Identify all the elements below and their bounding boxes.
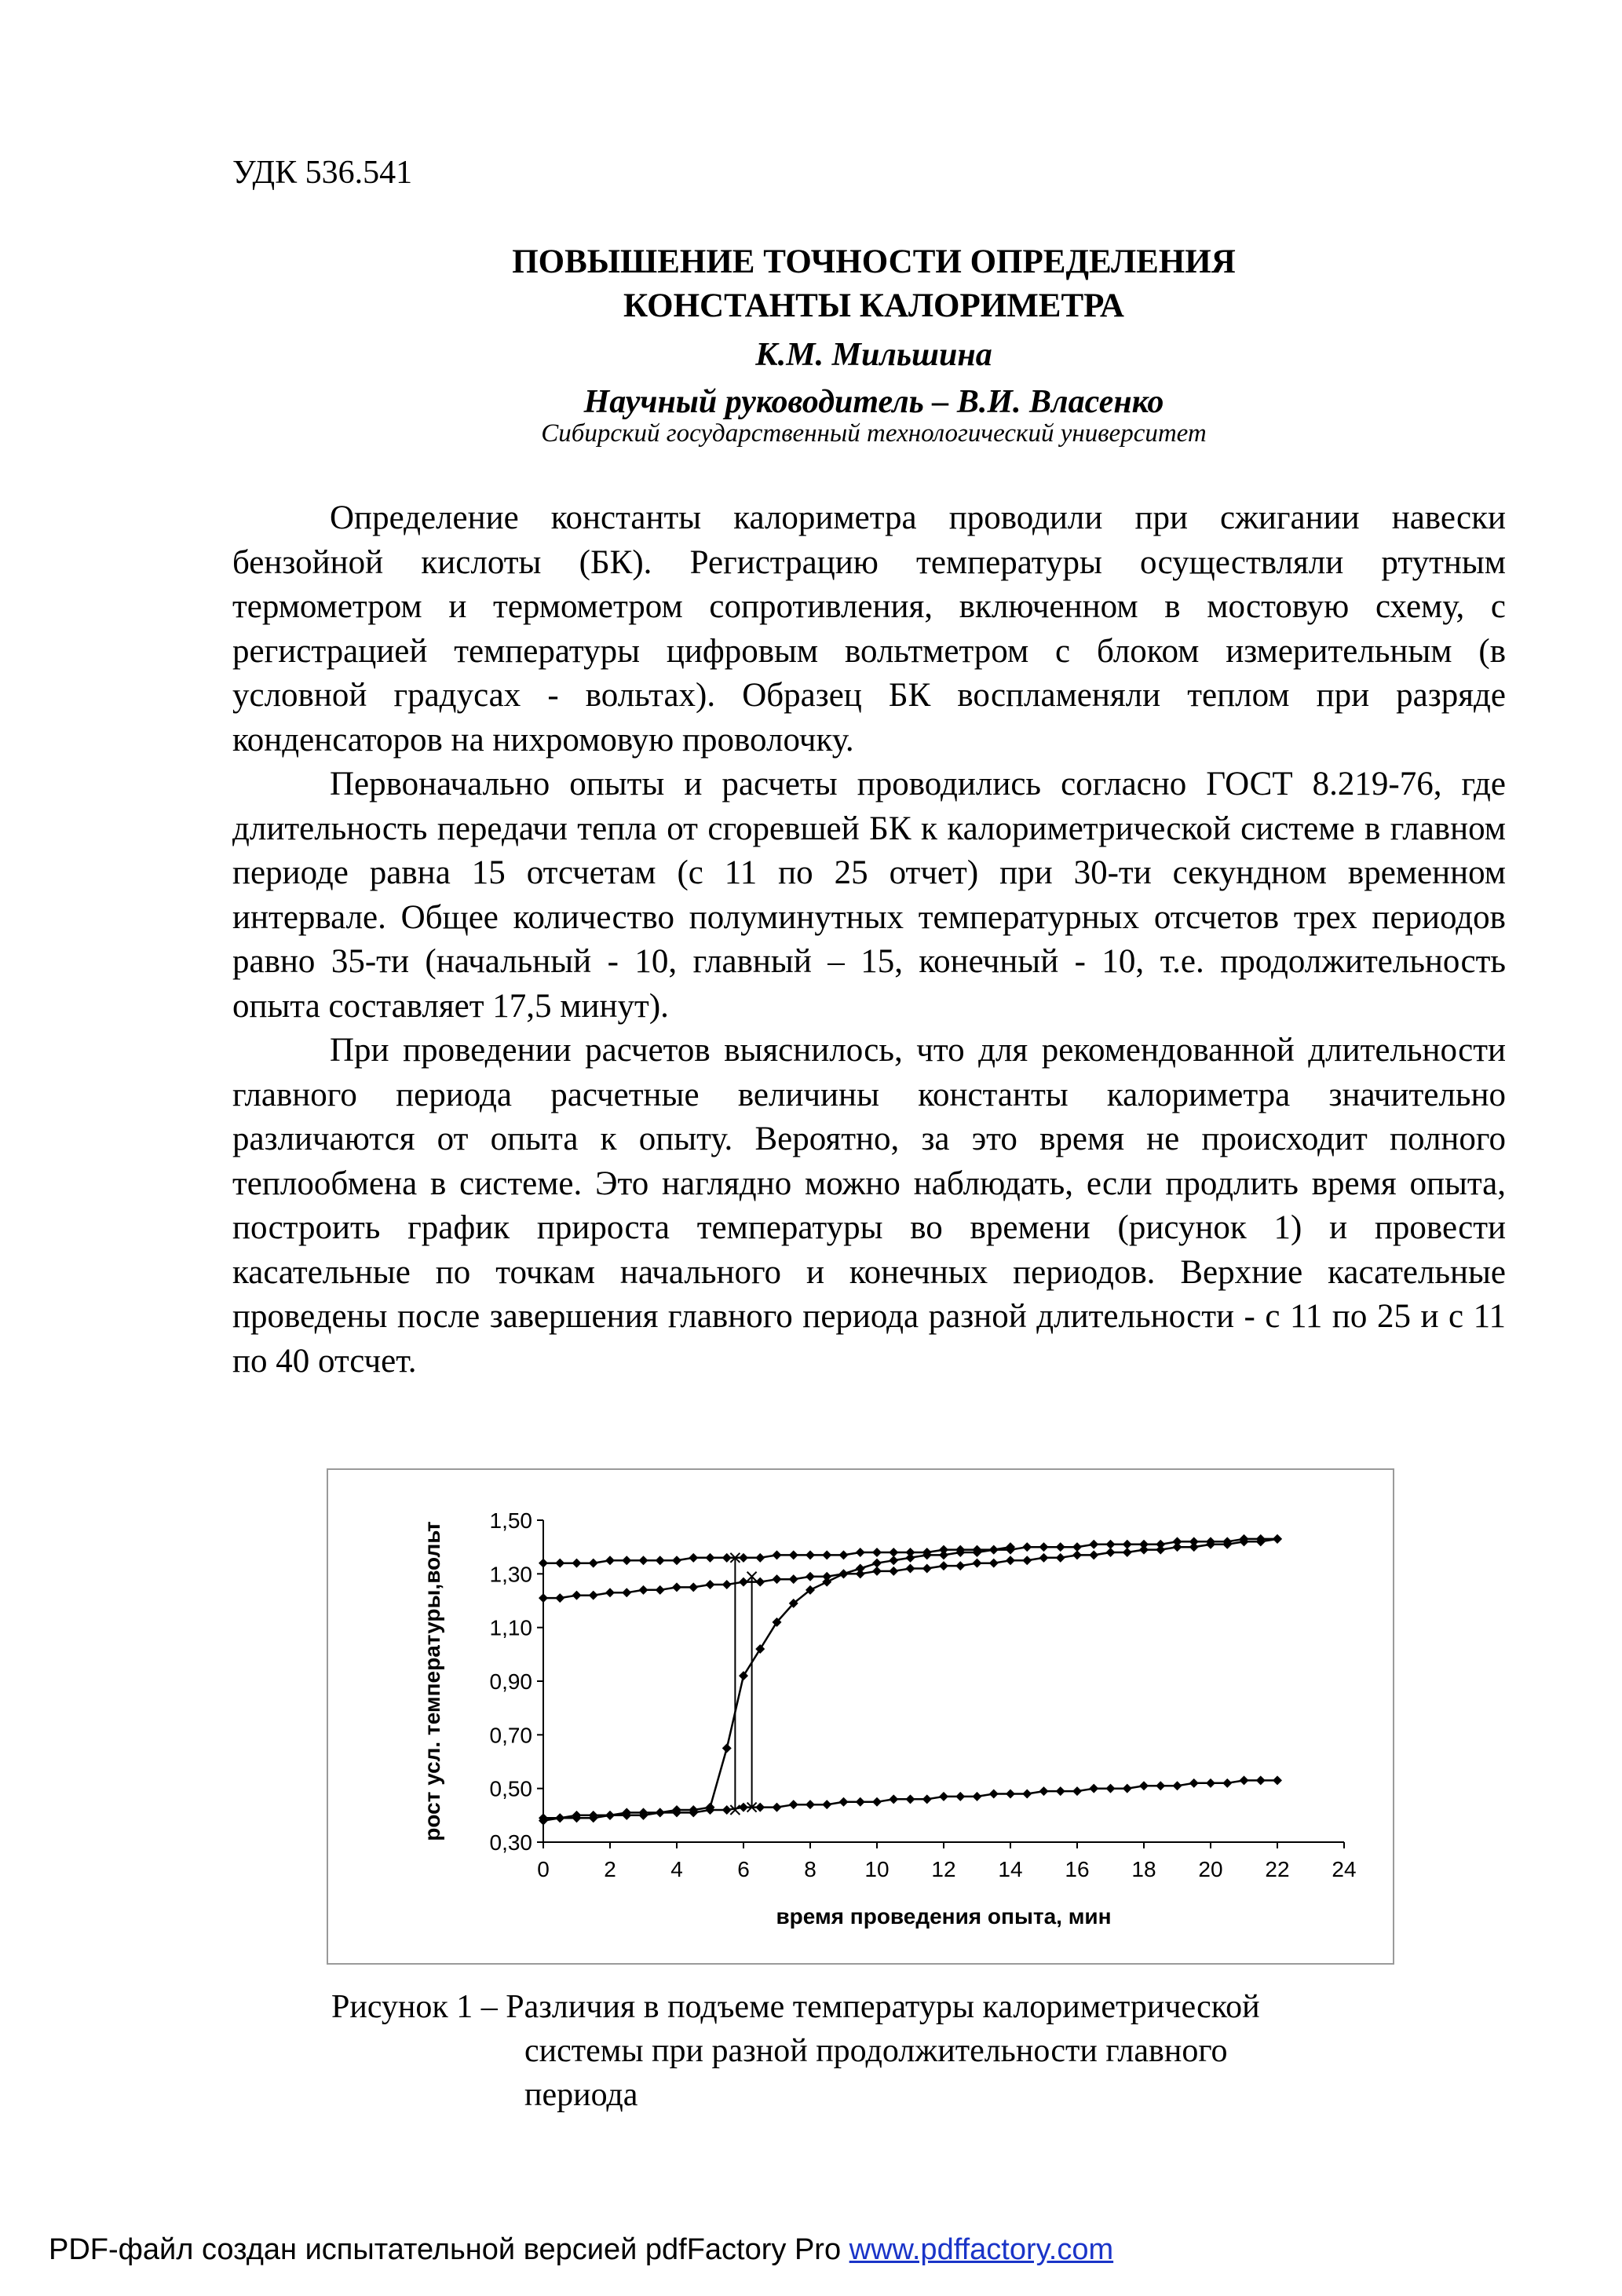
data-point	[656, 1585, 665, 1595]
data-point	[1039, 1786, 1049, 1796]
paragraph-1: Определение константы калориметра проводили при сжигании навески бензойной кислоты (БК). Регистрацию температуры осуществляли ртутным термометром и термометром сопротивления, включенном в мостовую схему, с регистрацией температуры цифровым вольтметром с блоком измерительным (в условной градусах - вольтах). Образец БК воспламеняли теплом при разряде конденсаторов на нихромовую проволочку.	[232, 499, 1506, 759]
x-tick-label: 16	[1065, 1857, 1090, 1881]
data-point	[939, 1792, 948, 1801]
data-point	[1189, 1779, 1199, 1788]
data-point	[773, 1574, 782, 1584]
data-point	[1189, 1542, 1199, 1552]
data-point	[689, 1553, 698, 1563]
data-point	[572, 1559, 582, 1568]
body-text	[232, 496, 1506, 1384]
data-point	[1273, 1534, 1282, 1544]
udk-code: УДК 536.541	[232, 155, 413, 191]
data-point	[722, 1743, 732, 1753]
data-point	[939, 1561, 948, 1570]
x-axis-label: время проведения опыта, мин	[776, 1904, 1112, 1929]
data-point	[1106, 1548, 1116, 1557]
data-point	[622, 1588, 631, 1597]
data-point	[773, 1803, 782, 1812]
data-point	[755, 1803, 765, 1812]
data-point	[806, 1800, 815, 1809]
data-point	[1173, 1542, 1182, 1552]
data-point	[1056, 1786, 1065, 1796]
data-point	[889, 1794, 898, 1804]
author-name: К.М. Мильшина	[755, 337, 992, 373]
data-point	[722, 1805, 732, 1815]
affiliation-text: Сибирский государственный технологический университет	[541, 419, 1207, 448]
data-point	[973, 1792, 982, 1801]
data-point	[1072, 1550, 1082, 1559]
chart-svg	[328, 1470, 1393, 1963]
data-point	[1106, 1784, 1116, 1793]
data-point	[939, 1545, 948, 1555]
data-point	[1039, 1542, 1049, 1552]
data-point	[722, 1553, 732, 1563]
y-tick-label: 1,10	[489, 1615, 532, 1640]
y-tick-label: 0,30	[489, 1830, 532, 1855]
data-point	[605, 1811, 615, 1820]
data-point	[706, 1580, 715, 1589]
data-point	[856, 1797, 865, 1807]
data-point	[973, 1559, 982, 1568]
data-point	[1273, 1775, 1282, 1785]
data-point	[739, 1578, 748, 1587]
data-point	[872, 1797, 882, 1807]
data-point	[1039, 1553, 1049, 1563]
data-point	[1089, 1784, 1098, 1793]
data-point	[773, 1550, 782, 1559]
data-point	[739, 1671, 748, 1680]
data-point	[806, 1572, 815, 1581]
data-point	[1206, 1779, 1215, 1788]
data-point	[572, 1591, 582, 1600]
footer-text: PDF-файл создан испытательной версией pdfFactory Pro	[49, 2233, 842, 2266]
y-tick-label: 0,50	[489, 1776, 532, 1801]
y-tick-label: 1,50	[489, 1508, 532, 1533]
data-point	[789, 1550, 798, 1559]
y-axis-label: рост усл. температуры,вольт	[420, 1521, 444, 1841]
data-point	[822, 1800, 831, 1809]
data-point	[539, 1593, 548, 1603]
data-point	[989, 1790, 999, 1799]
x-tick-label: 8	[804, 1857, 816, 1881]
data-point	[1089, 1540, 1098, 1549]
x-tick-label: 24	[1332, 1857, 1357, 1881]
x-tick-label: 22	[1265, 1857, 1290, 1881]
data-point	[1006, 1556, 1015, 1565]
data-point	[922, 1564, 932, 1574]
affiliation	[0, 419, 1622, 448]
data-point	[739, 1553, 748, 1563]
data-point	[839, 1550, 849, 1559]
data-point	[589, 1559, 598, 1568]
data-point	[989, 1559, 999, 1568]
data-point	[856, 1548, 865, 1557]
data-point	[955, 1561, 965, 1570]
data-point	[839, 1569, 849, 1578]
series-line-1	[543, 1539, 1277, 1818]
caption-line-2: системы при разной продолжительности главного	[524, 2033, 1228, 2069]
data-point	[1123, 1784, 1132, 1793]
y-tick-label: 1,30	[489, 1562, 532, 1587]
chart-axes	[537, 1520, 1344, 1848]
data-point	[1106, 1540, 1116, 1549]
data-point	[1139, 1545, 1149, 1555]
data-point	[755, 1644, 765, 1654]
data-point	[656, 1556, 665, 1565]
data-point	[555, 1593, 564, 1603]
data-point	[672, 1582, 681, 1592]
data-point	[906, 1564, 915, 1574]
data-point	[906, 1548, 915, 1557]
data-point	[889, 1556, 898, 1565]
data-point	[1173, 1781, 1182, 1790]
x-tick-label: 2	[604, 1857, 616, 1881]
data-point	[656, 1808, 665, 1817]
chart-lines	[539, 1534, 1282, 1826]
data-point	[539, 1559, 548, 1568]
data-point	[872, 1567, 882, 1576]
x-tick-label: 0	[537, 1857, 550, 1881]
data-point	[1156, 1545, 1165, 1555]
data-point	[1056, 1542, 1065, 1552]
x-tick-label: 6	[737, 1857, 750, 1881]
data-point	[1240, 1775, 1249, 1785]
data-point	[822, 1550, 831, 1559]
data-point	[1022, 1542, 1032, 1552]
data-point	[1022, 1556, 1032, 1565]
footer	[49, 2233, 1113, 2267]
x-tick-label: 10	[864, 1857, 890, 1881]
data-point	[739, 1803, 748, 1812]
title-line-2: КОНСТАНТЫ КАЛОРИМЕТРА	[623, 287, 1124, 324]
y-tick-label: 0,90	[489, 1669, 532, 1694]
data-point	[755, 1578, 765, 1587]
x-tick-label: 18	[1131, 1857, 1156, 1881]
data-point	[555, 1813, 564, 1823]
data-point	[789, 1574, 798, 1584]
data-point	[605, 1588, 615, 1597]
y-tick-label: 0,70	[489, 1723, 532, 1748]
data-point	[1123, 1540, 1132, 1549]
data-point	[589, 1591, 598, 1600]
x-tick-label: 14	[998, 1857, 1023, 1881]
data-point	[622, 1556, 631, 1565]
data-point	[605, 1556, 615, 1565]
data-point	[872, 1559, 882, 1568]
caption-line-3: периода	[524, 2077, 638, 2113]
paragraph-3: При проведении расчетов выяснилось, что для рекомендованной длительности главного периода расчетные величины константы калориметра значительно различаются от опыта к опыту. Вероятно, за это время не происходит полного теплообмена в системе. Это наглядно можно наблюдать, если продлить время опыта, построить график прироста температуры во времени (рисунок 1) и провести касательные по точкам начального и конечных периодов. Верхние касательные проведены после завершения главного периода разной длительности - с 11 по 25 и с 11 по 40 отсчет.	[232, 1032, 1506, 1380]
title-line-1: ПОВЫШЕНИЕ ТОЧНОСТИ ОПРЕДЕЛЕНИЯ	[512, 243, 1236, 280]
data-point	[1072, 1542, 1082, 1552]
paragraph-2: Первоначально опыты и расчеты проводились согласно ГОСТ 8.219-76, где длительность передачи тепла от сгоревшей БК к калориметрической системе в главном периоде равна 15 отсчетам (с 11 по 25 отчет) при 30-ти секундном временном интервале. Общее количество полуминутных температурных отсчетов трех периодов равно 35-ти (начальный - 10, главный – 15, конечный - 10, т.е. продолжительность опыта составляет 17,5 минут).	[232, 766, 1506, 1025]
author-block	[0, 331, 1622, 426]
data-point	[922, 1794, 932, 1804]
data-point	[839, 1797, 849, 1807]
data-point	[1006, 1790, 1015, 1799]
data-point	[689, 1582, 698, 1592]
data-point	[789, 1800, 798, 1809]
data-point	[989, 1545, 999, 1555]
data-point	[1022, 1790, 1032, 1799]
footer-link[interactable]: www.pdffactory.com	[849, 2233, 1114, 2266]
data-point	[722, 1580, 732, 1589]
data-point	[889, 1567, 898, 1576]
data-point	[639, 1585, 648, 1595]
data-point	[1222, 1779, 1232, 1788]
data-point	[1056, 1553, 1065, 1563]
supervisor-name: Научный руководитель – В.И. Власенко	[583, 384, 1164, 420]
data-point	[555, 1559, 564, 1568]
paper-title	[0, 240, 1622, 328]
data-point	[672, 1556, 681, 1565]
data-point	[1139, 1781, 1149, 1790]
x-tick-label: 4	[670, 1857, 683, 1881]
data-point	[1089, 1550, 1098, 1559]
data-point	[906, 1794, 915, 1804]
x-tick-label: 12	[931, 1857, 956, 1881]
caption-line-1: Рисунок 1 – Различия в подъеме температуры калориметрической	[331, 1989, 1260, 2025]
data-point	[872, 1548, 882, 1557]
figure-caption	[331, 1985, 1260, 2117]
data-point	[1123, 1548, 1132, 1557]
data-point	[806, 1550, 815, 1559]
data-point	[889, 1548, 898, 1557]
data-point	[1156, 1781, 1165, 1790]
data-point	[755, 1553, 765, 1563]
figure-chart	[327, 1468, 1394, 1965]
x-tick-label: 20	[1198, 1857, 1223, 1881]
data-point	[955, 1792, 965, 1801]
data-point	[639, 1556, 648, 1565]
data-point	[1072, 1786, 1082, 1796]
data-point	[706, 1553, 715, 1563]
data-point	[1256, 1775, 1266, 1785]
